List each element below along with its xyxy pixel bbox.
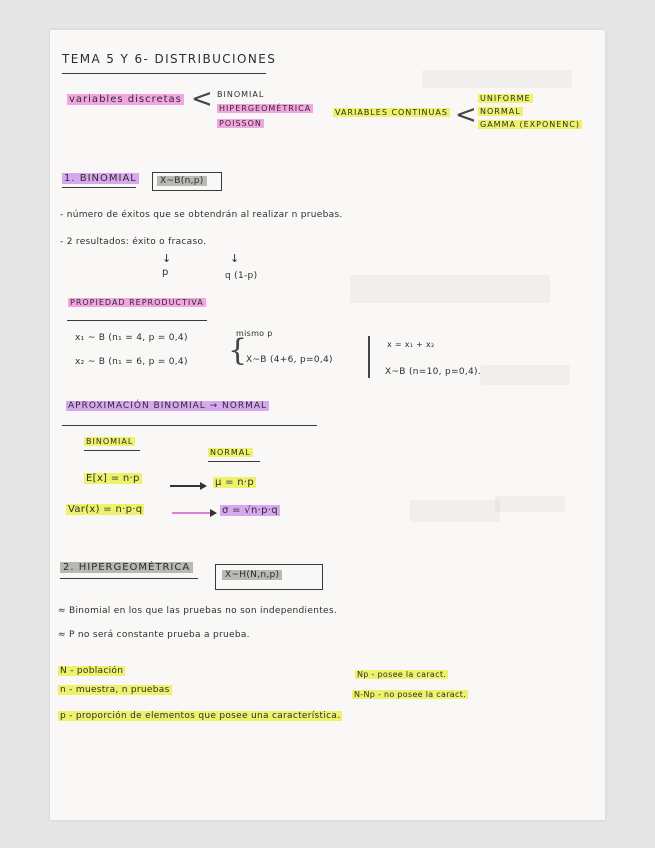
down-arrow-icon: ↓ [230, 252, 240, 265]
binomial-label-underline [84, 450, 140, 451]
down-arrow-icon: ↓ [162, 252, 172, 265]
discrete-item-hypergeometric: HIPERGEOMÉTRICA [219, 104, 312, 113]
binomial-definition: - número de éxitos que se obtendrán al realizar n pruebas. [60, 210, 343, 220]
normal-label-underline [208, 461, 260, 462]
binomial-variance: Var(x) = n·p·q [68, 504, 143, 515]
proportion-definition: p - proporción de elementos que posee una característica. [60, 711, 341, 721]
arrow-right-icon [210, 509, 217, 517]
reproductive-x1: x₁ ~ B (n₁ = 4, p = 0,4) [75, 333, 188, 343]
has-characteristic-definition: Np - posee la caract. [357, 670, 447, 679]
reproductive-property-heading: PROPIEDAD REPRODUCTIVA [70, 298, 204, 307]
arrow-right-icon [170, 485, 202, 487]
less-than-brace-discrete: < [191, 84, 213, 114]
hypergeometric-line2: ≈ P no será constante prueba a prueba. [58, 630, 250, 640]
binomial-heading-underline [62, 187, 136, 188]
reproductive-sum: X~B (4+6, p=0,4) [246, 355, 333, 365]
binomial-outcomes: - 2 resultados: éxito o fracaso. [60, 237, 207, 247]
hypergeometric-heading-underline [60, 578, 198, 579]
discrete-item-binomial: BINOMIAL [217, 90, 265, 99]
continuous-item-normal: NORMAL [480, 107, 521, 116]
reproductive-result: X~B (n=10, p=0,4). [385, 367, 482, 377]
approximation-heading-underline [62, 425, 317, 426]
bleed-through-mark [410, 500, 500, 522]
binomial-notation: X~B(n,p) [157, 176, 207, 186]
same-p-note: mismo p [236, 329, 273, 338]
binomial-column-label: BINOMIAL [86, 437, 134, 446]
lacks-characteristic-definition: N-Np - no posee la caract. [354, 690, 466, 699]
reproductive-heading-underline [67, 320, 207, 321]
hypergeometric-line1: ≈ Binomial en los que las pruebas no son independientes. [58, 606, 338, 616]
binomial-expectation: E[x] = n·p [86, 473, 140, 484]
normal-mean: μ = n·p [215, 477, 255, 488]
bleed-through-mark [422, 70, 572, 88]
hypergeometric-notation: X~H(N,n,p) [222, 570, 282, 580]
continuous-item-uniform: UNIFORME [480, 94, 531, 103]
binomial-heading: 1. BINOMIAL [64, 173, 137, 184]
success-probability-p: p [162, 267, 169, 278]
failure-probability-q: q (1-p) [225, 271, 258, 281]
bleed-through-mark [495, 496, 565, 512]
grouping-brace: { [228, 333, 248, 368]
arrow-right-icon [172, 512, 212, 514]
normal-column-label: NORMAL [210, 448, 251, 457]
reproductive-x2: x₂ ~ B (n₁ = 6, p = 0,4) [75, 357, 188, 367]
normal-std-dev: σ = √n·p·q [222, 505, 278, 516]
title-underline [62, 73, 266, 74]
separator-bar [368, 336, 370, 378]
hypergeometric-heading: 2. HIPERGEOMÉTRICA [60, 562, 193, 573]
continuous-item-gamma: GAMMA (EXPONENC) [480, 120, 580, 129]
arrow-right-icon [200, 482, 207, 490]
discrete-variables-label: variables discretas [69, 94, 182, 105]
sample-definition: n - muestra, n pruebas [60, 685, 170, 695]
bleed-through-mark [350, 275, 550, 303]
approximation-heading: APROXIMACIÓN BINOMIAL → NORMAL [68, 401, 268, 411]
sum-definition: x = x₁ + x₂ [387, 340, 435, 349]
page-title: TEMA 5 Y 6- DISTRIBUCIONES [62, 52, 277, 66]
population-definition: N - población [60, 666, 124, 676]
discrete-item-poisson: POISSON [219, 119, 262, 128]
bleed-through-mark [480, 365, 570, 385]
continuous-variables-label: VARIABLES CONTINUAS [335, 108, 448, 117]
notebook-page [50, 30, 605, 820]
less-than-brace-continuous: < [455, 100, 477, 130]
